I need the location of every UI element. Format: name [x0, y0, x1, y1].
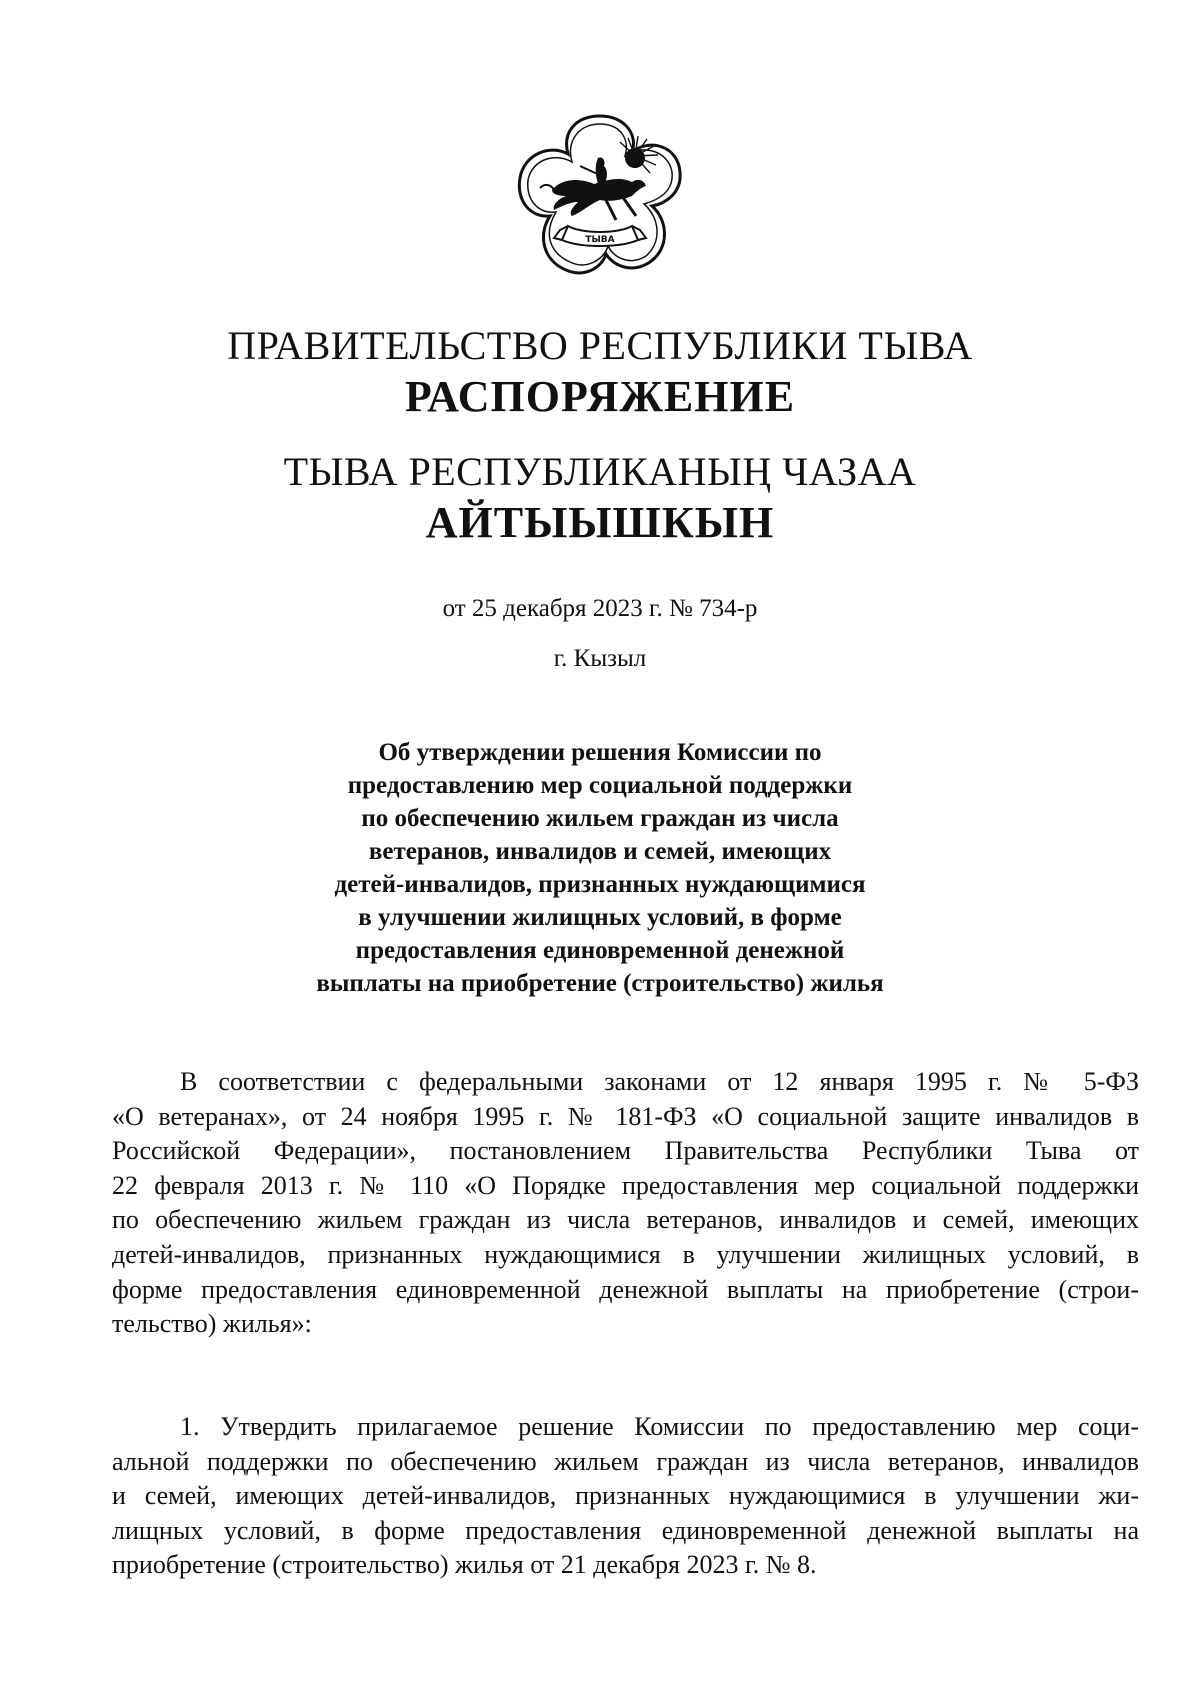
paragraph-line: лищных условий, в форме предоставления единовременной денежной выплаты на	[112, 1515, 1139, 1545]
item-1-paragraph	[112, 1410, 1139, 1583]
paragraph-line: «О ветеранах», от 24 ноября 1995 г. № 181-ФЗ «О социальной защите инвалидов в	[112, 1101, 1139, 1131]
title-line: Об утверждении решения Комиссии по	[378, 739, 822, 766]
paragraph-line: и семей, имеющих детей-инвалидов, признанных нуждающимися в улучшении жи-	[112, 1481, 1139, 1511]
paragraph-line: форме предоставления единовременной денежной выплаты на приобретение (строи-	[112, 1274, 1139, 1304]
document-title	[0, 736, 1200, 1000]
emblem-inscription: ТЫВА	[585, 235, 615, 245]
title-line: детей-инвалидов, признанных нуждающимися	[334, 871, 866, 898]
tuva-coat-of-arms-icon	[510, 108, 690, 283]
paragraph-line: В соответствии с федеральными законами от 12 января 1995 г. № 5-ФЗ	[180, 1067, 1139, 1096]
paragraph-line: альной поддержки по обеспечению жильем граждан из числа ветеранов, инвалидов	[112, 1446, 1139, 1476]
document-type-tyv: АЙТЫЫШКЫН	[425, 498, 775, 547]
preamble-paragraph	[112, 1065, 1139, 1342]
paragraph-line: приобретение (строительство) жилья от 21 декабря 2023 г. № 8.	[112, 1550, 817, 1580]
title-line: ветеранов, инвалидов и семей, имеющих	[368, 838, 832, 865]
paragraph-line: детей-инвалидов, признанных нуждающимися в улучшении жилищных условий, в	[112, 1239, 1139, 1269]
title-line: в улучшении жилищных условий, в форме	[358, 904, 842, 931]
title-line: по обеспечению жильем граждан из числа	[361, 805, 839, 832]
paragraph-line: 22 февраля 2013 г. № 110 «О Порядке предоставления мер социальной поддержки	[112, 1170, 1139, 1200]
paragraph-line: Российской Федерации», постановлением Правительства Республики Тыва от	[112, 1136, 1139, 1166]
title-line: предоставлению мер социальной поддержки	[347, 772, 853, 799]
document-city: г. Кызыл	[553, 645, 647, 672]
paragraph-line: 1. Утвердить прилагаемое решение Комиссии по предоставлению мер соци-	[180, 1412, 1139, 1441]
paragraph-line: тельство) жилья»:	[112, 1309, 312, 1339]
paragraph-line: по обеспечению жильем граждан из числа ветеранов, инвалидов и семей, имеющих	[112, 1205, 1139, 1235]
document-date-number: от 25 декабря 2023 г. № 734-р	[442, 595, 758, 622]
government-name-ru: ПРАВИТЕЛЬСТВО РЕСПУБЛИКИ ТЫВА	[227, 323, 973, 368]
document-type-ru: РАСПОРЯЖЕНИЕ	[404, 372, 796, 421]
title-line: выплаты на приобретение (строительство) жилья	[316, 970, 884, 997]
government-name-tyv: ТЫВА РЕСПУБЛИКАНЫҢ ЧАЗАА	[283, 449, 917, 494]
title-line: предоставления единовременной денежной	[355, 937, 845, 964]
